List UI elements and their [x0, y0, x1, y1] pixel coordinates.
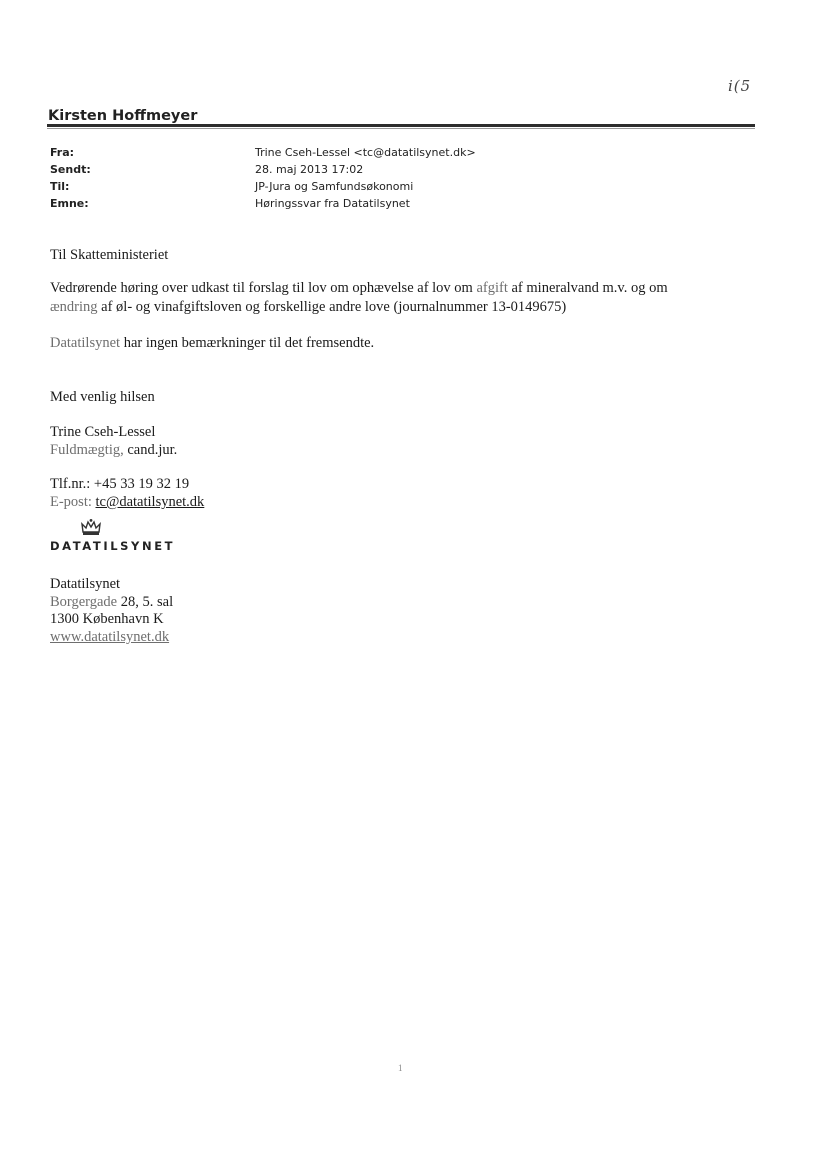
- website-link[interactable]: www.datatilsynet.dk: [50, 629, 170, 645]
- page-mark: i(5: [728, 77, 752, 95]
- address-gray: Borgergade: [50, 594, 118, 610]
- sent-value: 28. maj 2013 17:02: [255, 163, 364, 176]
- para2-gray: Datatilsynet: [50, 335, 121, 351]
- datatilsynet-logo-text: DATATILSYNET: [50, 539, 176, 553]
- signer-title-post: cand.jur.: [123, 442, 178, 458]
- para2-post: har ingen bemærkninger til det fremsendte.: [120, 335, 375, 351]
- greeting: Til Skatteministeriet: [50, 247, 169, 263]
- para1-line1-post: af mineralvand m.v. og om: [507, 280, 668, 296]
- from-value: Trine Cseh-Lessel <tc@datatilsynet.dk>: [255, 146, 476, 159]
- org-name: Datatilsynet: [50, 576, 121, 592]
- paragraph-2: [50, 333, 374, 353]
- sent-label: Sendt:: [50, 163, 91, 176]
- city: 1300 København K: [50, 611, 164, 627]
- to-label: Til:: [50, 180, 70, 193]
- to-value: JP-Jura og Samfundsøkonomi: [255, 180, 414, 193]
- header-rule: [47, 124, 755, 127]
- page-number: 1: [398, 1063, 403, 1073]
- para1-line2-gray: ændring: [50, 299, 98, 315]
- subject-value: Høringssvar fra Datatilsynet: [255, 197, 410, 210]
- crown-icon: [80, 518, 102, 538]
- email-line: [50, 492, 204, 512]
- para1-line1-pre: Vedrørende høring over udkast til forslag til lov om ophævelse af lov om: [50, 280, 477, 296]
- paragraph-line-1: [50, 278, 668, 298]
- signer-title: [50, 440, 177, 460]
- para1-line1-gray: afgift: [476, 280, 508, 296]
- address-post: 28, 5. sal: [117, 594, 174, 610]
- para1-line2-post: af øl- og vinafgiftsloven og forskellige andre love (journalnummer 13-0149675): [97, 299, 567, 315]
- sender-name: Kirsten Hoffmeyer: [48, 108, 198, 124]
- closing: Med venlig hilsen: [50, 389, 155, 405]
- email-label: E-post:: [50, 494, 96, 510]
- header-rule-thin: [47, 128, 755, 129]
- from-label: Fra:: [50, 146, 75, 159]
- signer-name: Trine Cseh-Lessel: [50, 424, 156, 440]
- subject-label: Emne:: [50, 197, 89, 210]
- paragraph-line-2: [50, 297, 566, 317]
- phone: Tlf.nr.: +45 33 19 32 19: [50, 476, 190, 492]
- email-link[interactable]: tc@datatilsynet.dk: [95, 494, 205, 510]
- signer-title-gray: Fuldmægtig,: [50, 442, 124, 458]
